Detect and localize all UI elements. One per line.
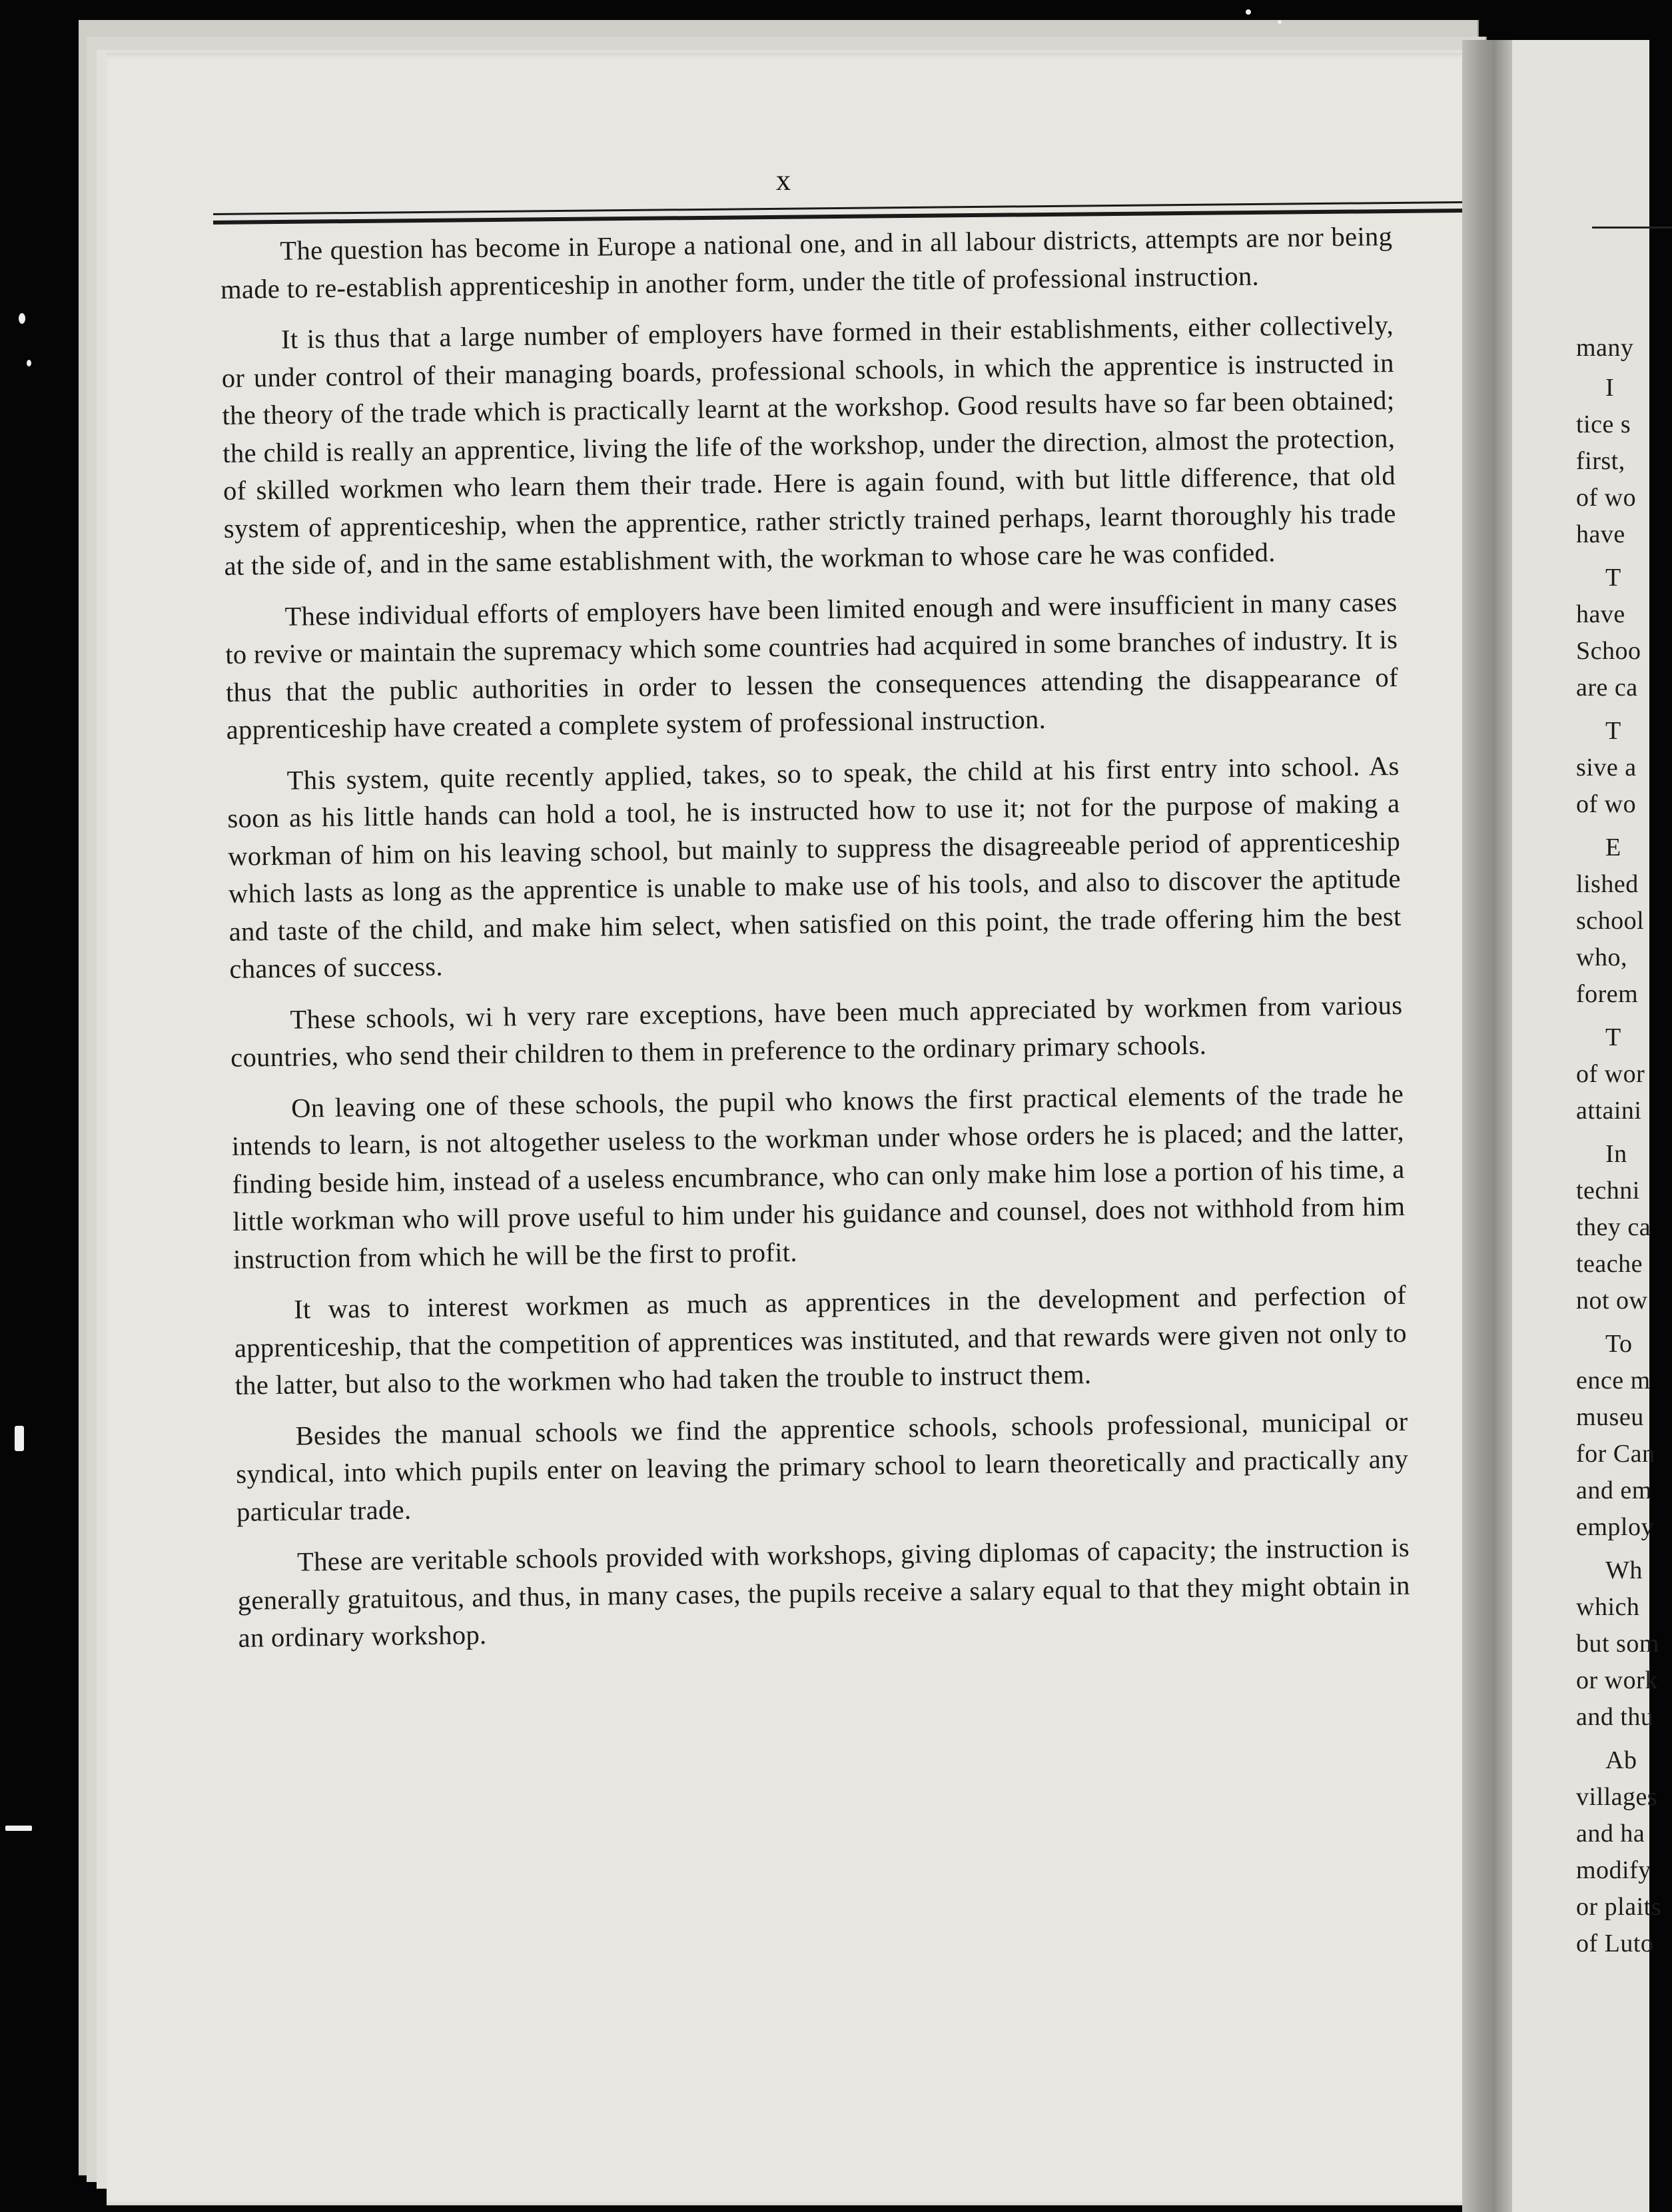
facing-line: of Luto xyxy=(1576,1930,1654,1957)
facing-line: attaini xyxy=(1576,1097,1642,1125)
facing-line: teache xyxy=(1576,1250,1643,1278)
facing-line: and ha xyxy=(1576,1820,1645,1848)
facing-line: or work xyxy=(1576,1666,1658,1694)
page-number: x xyxy=(776,164,792,197)
scan-speck xyxy=(15,1426,24,1451)
facing-line: or plaits xyxy=(1576,1893,1661,1921)
facing-line: tice s xyxy=(1576,410,1631,438)
facing-line: which xyxy=(1576,1593,1640,1621)
paragraph: Besides the manual schools we find the apprentice schools, schools professional, municipal or syndical, into which pupils enter on leaving the primary school to learn theoretically and practically any particular trade. xyxy=(236,1406,1409,1527)
facing-line: Ab xyxy=(1605,1746,1637,1774)
paragraph: These are veritable schools provided with workshops, giving diplomas of capacity; the instruction is generally gratuitous, and thus, in many cases, the pupils receive a salary equal to that they might obtain in an ordinary workshop. xyxy=(237,1532,1411,1653)
paragraph: It is thus that a large number of employers have formed in their establishments, either collectively, or under control of their managing boards, professional schools, in which the apprentice is instructed in the theory of the trade which is practically learnt at the workshop. Good results have so far been obtained; the child is really an apprentice, living the life of the workshop, under the direction, almost the protection, of skilled workmen who learn them their trade. Here is again found, with but little difference, that old system of apprenticeship, when the apprentice, rather strictly trained perhaps, learnt thoroughly his trade at the side of, and in the same establishment with, the workman to whose care he was confided. xyxy=(221,309,1396,581)
facing-line: museu xyxy=(1576,1403,1644,1431)
facing-line: have xyxy=(1576,600,1625,628)
facing-line: E xyxy=(1605,833,1621,861)
facing-line: In xyxy=(1605,1140,1627,1168)
facing-line: I xyxy=(1605,374,1615,402)
facing-line: techni xyxy=(1576,1177,1640,1205)
paragraph: This system, quite recently applied, takes, so to speak, the child at his first entry into school. As soon as his little hands can hold a tool, he is instructed how to use it; not for the purpose of making a workman of him on his leaving school, but mainly to suppress the disagreeable period of apprenticeship which lasts as long as the apprentice is unable to make use of his tools, and also to discover the aptitude and taste of the child, and make him select, when satisfied on this point, the trade offering him the best chances of success. xyxy=(227,750,1402,984)
facing-line: school xyxy=(1576,907,1645,935)
paragraph: These schools, wi h very rare exceptions, have been much appreciated by workmen from various countries, who send their children to them in preference to the ordinary primary schools. xyxy=(230,989,1403,1073)
facing-line: and thu xyxy=(1576,1703,1654,1731)
scan-speck xyxy=(19,313,25,324)
book-gutter-shadow xyxy=(1462,40,1515,2212)
facing-line: employ xyxy=(1576,1513,1654,1541)
facing-line: To xyxy=(1605,1330,1633,1358)
facing-line: Wh xyxy=(1605,1556,1643,1584)
facing-line: of wor xyxy=(1576,1060,1645,1088)
book-page xyxy=(107,53,1479,2205)
facing-line: but som xyxy=(1576,1630,1659,1658)
facing-line: villages xyxy=(1576,1783,1658,1811)
paragraph: On leaving one of these schools, the pupil who knows the first practical elements of the trade he intends to learn, is not altogether useless to the workman under whose orders he is placed; and the latter, finding beside him, instead of a useless encumbrance, who can only make him lose a portion of his time, a little workman who will prove useful to him under his guidance and counsel, does not withhold from him instruction from which he will be the first to profit. xyxy=(231,1078,1406,1275)
paragraph: The question has become in Europe a national one, and in all labour districts, attempts are nor being made to re-establish apprenticeship in another form, under the title of professional instruction. xyxy=(220,221,1393,304)
facing-line: first, xyxy=(1576,447,1625,475)
facing-line: forem xyxy=(1576,980,1639,1008)
facing-line: are ca xyxy=(1576,674,1638,702)
facing-header-rule xyxy=(1592,227,1672,229)
facing-line: many xyxy=(1576,334,1634,362)
facing-line: T xyxy=(1605,717,1621,745)
facing-line: sive a xyxy=(1576,754,1637,782)
facing-page xyxy=(1512,40,1661,2212)
facing-line: who, xyxy=(1576,943,1627,971)
facing-line: of wo xyxy=(1576,484,1637,512)
facing-line: T xyxy=(1605,564,1621,592)
facing-line: for Can xyxy=(1576,1440,1655,1468)
facing-line: and em xyxy=(1576,1476,1652,1504)
page-body xyxy=(220,218,1411,1670)
facing-line: have xyxy=(1576,520,1625,548)
facing-line: they ca xyxy=(1576,1213,1651,1241)
facing-line: ence m xyxy=(1576,1367,1651,1394)
facing-line: lished xyxy=(1576,870,1639,898)
facing-line: of wo xyxy=(1576,790,1637,818)
scan-speck xyxy=(1278,20,1282,24)
facing-line: Schoo xyxy=(1576,637,1641,665)
scan-speck xyxy=(27,360,31,366)
facing-line: not ow xyxy=(1576,1287,1648,1315)
scan-speck xyxy=(5,1826,32,1831)
facing-line: modify xyxy=(1576,1856,1651,1884)
scan-speck xyxy=(1246,9,1251,15)
paragraph: It was to interest workmen as much as apprentices in the development and perfection of apprenticeship, that the competition of apprentices was instituted, and that rewards were given not only to the latter, but also to the workmen who had taken the trouble to instruct them. xyxy=(234,1279,1408,1400)
facing-line: T xyxy=(1605,1023,1621,1051)
paragraph: These individual efforts of employers have been limited enough and were insufficient in many cases to revive or maintain the supremacy which some countries had acquired in some branches of industry. It is thus that the public authorities in order to lessen the consequences attending the disappearance of apprenticeship have created a complete system of professional instruction. xyxy=(224,586,1399,745)
